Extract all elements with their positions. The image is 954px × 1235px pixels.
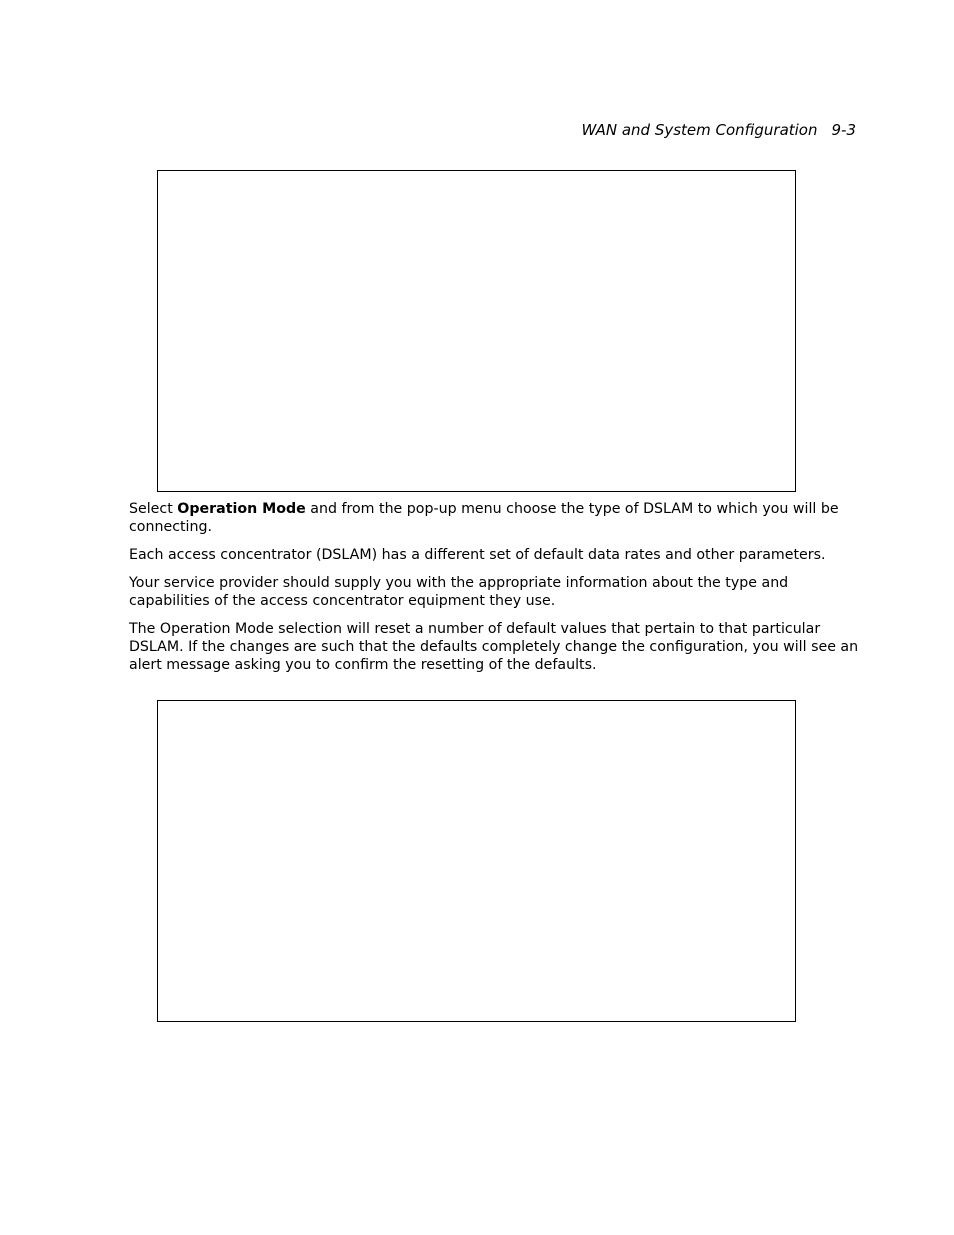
- paragraph-service-provider: Your service provider should supply you with the appropriate information about the type and capabilities of the access concentrator equipment they use.: [129, 575, 789, 609]
- paragraph-reset-defaults: The Operation Mode selection will reset a number of default values that pertain to that particular DSLAM. If the changes are such that the defaults completely change the configuration, you will see an alert message asking you to confirm the resetting of the defaults.: [129, 621, 859, 673]
- paragraph-text: and from the pop-up menu choose the type of DSLAM to which you will be connecting.: [129, 501, 839, 535]
- running-header: [582, 121, 857, 139]
- operation-mode-term: Operation Mode: [177, 501, 306, 517]
- paragraph-operation-mode: [129, 500, 859, 536]
- figure-frame-top: [157, 170, 796, 492]
- paragraph-dslam-defaults: Each access concentrator (DSLAM) has a different set of default data rates and other parameters.: [129, 547, 826, 563]
- figure-frame-bottom: [157, 700, 796, 1022]
- body-text: [129, 500, 859, 684]
- section-title: WAN and System Configuration: [581, 121, 818, 139]
- page-number: 9-3: [831, 121, 856, 139]
- paragraph-text: Select: [129, 501, 178, 517]
